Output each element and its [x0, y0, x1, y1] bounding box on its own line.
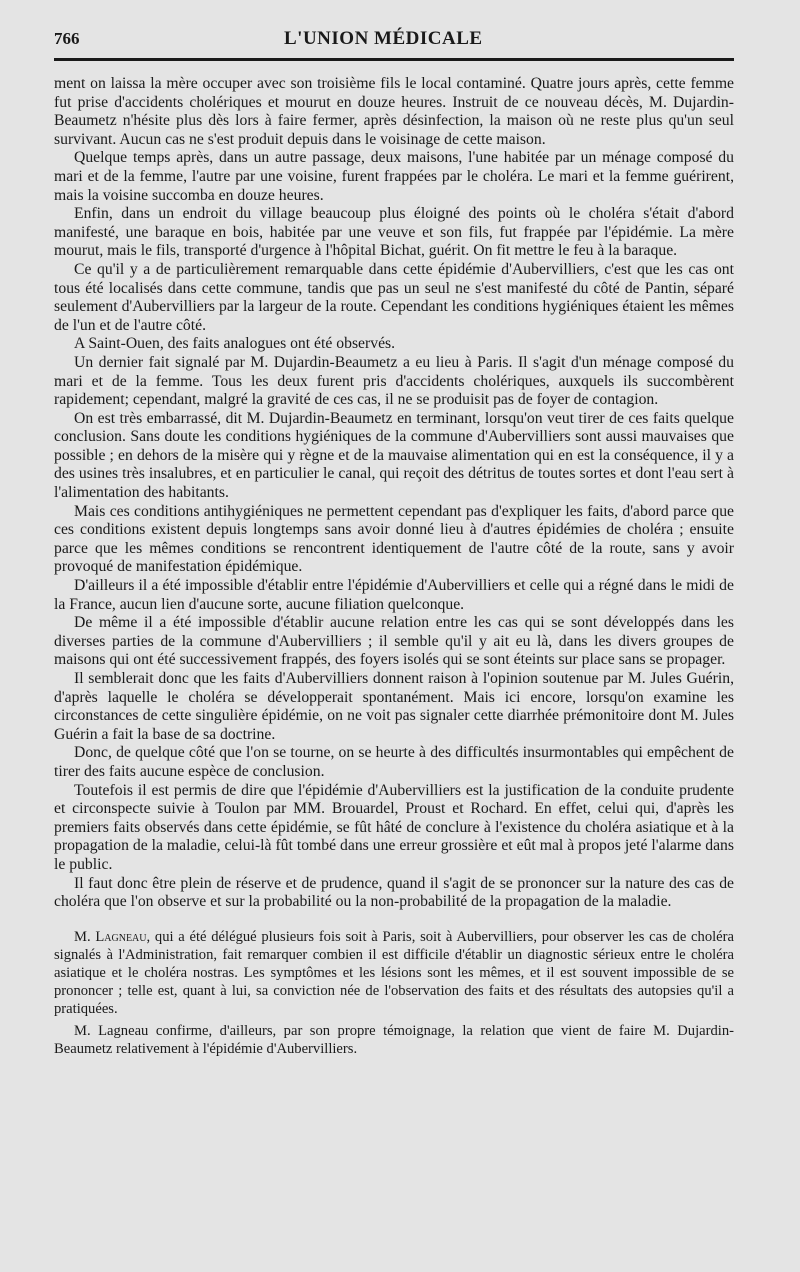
paragraph: Il semblerait donc que les faits d'Aubervilliers donnent raison à l'opinion soutenue par M. Jules Guérin, d'après laquelle le choléra se développerait spontanément. Mais ici encore, lorsqu'on examine les circonstances de cette singulière épidémie, on ne voit pas signaler cette diarrhée prémonitoire dont M. Jules Guérin a fait la base de sa doctrine.	[54, 670, 734, 743]
paragraph: Mais ces conditions antihygiéniques ne permettent cependant pas d'expliquer les faits, d'abord parce que ces conditions existent depuis longtemps sans avoir donné lieu à d'autres épidémies de choléra ; ensuite parce que les mêmes conditions se rencontrent identiquement de l'autre côté de la route, sans y avoir provoqué de manifestation épidémique.	[54, 502, 734, 576]
paragraph: On est très embarrassé, dit M. Dujardin-Beaumetz en terminant, lorsqu'on veut tirer de ces faits quelque conclusion. Sans doute les conditions hygiéniques de la commune d'Aubervilliers sont aussi mauvaises que possible ; en dehors de la misère qui y règne et de la mauvaise alimentation qui en est la conséquence, il y a des usines très insalubres, et en particulier le canal, qui reçoit des détritus de toutes sortes et dont l'eau sert à l'alimentation des habitants.	[54, 409, 734, 502]
paragraph: ment on laissa la mère occuper avec son troisième fils le local contaminé. Quatre jours après, cette femme fut prise d'accidents cholériques et mourut en douze heures. Instruit de ce nouveau décès, M. Dujardin-Beaumetz n'hésite plus dès lors à faire fermer, après désinfection, la maison où ne reste plus qu'un seul survivant. Aucun cas ne s'est produit depuis dans le voisinage de cette maison.	[54, 75, 734, 148]
article-body	[54, 75, 734, 912]
paragraph: De même il a été impossible d'établir aucune relation entre les cas qui se sont développés dans les diverses parties de la commune d'Aubervilliers ; il semble qu'il y ait eu là, dans les divers groupes de maisons qui ont été successivement frappés, des foyers isolés qui se sont éteints sur place sans se propager.	[54, 614, 734, 669]
running-title: L'UNION MÉDICALE	[284, 28, 483, 49]
discussion-text: qui a été délégué plusieurs fois soit à Paris, soit à Aubervilliers, pour observer les cas de choléra signalés à l'Administration, fait remarquer combien il est difficile d'établir un diagnostic sérieux entre le choléra asiatique et le choléra nostras. Les symptômes et les lésions sont les mêmes, et il est souvent impossible de se prononcer ; telle est, quant à lui, sa conviction née de l'observation des faits et des résultats des autopsies qu'il a pratiquées.	[54, 928, 734, 1017]
paragraph: Toutefois il est permis de dire que l'épidémie d'Aubervilliers est la justification de la conduite prudente et circonspecte suivie à Toulon par MM. Brouardel, Proust et Rochard. En effet, celui qui, d'après les premiers faits observés dans cette épidémie, se fût hâté de conclure à l'existence du choléra asiatique et à la propagation de la maladie, celui-là fût tombé dans une erreur grossière et eût mal à propos jeté l'alarme dans le public.	[54, 781, 734, 873]
paragraph: A Saint-Ouen, des faits analogues ont été observés.	[74, 335, 396, 353]
header-rule	[54, 58, 734, 61]
discussion-paragraph: M. Lagneau confirme, d'ailleurs, par son propre témoignage, la relation que vient de faire M. Dujardin-Beaumetz relativement à l'épidémie d'Aubervilliers.	[54, 1022, 734, 1057]
paragraph: Ce qu'il y a de particulièrement remarquable dans cette épidémie d'Aubervilliers, c'est que les cas ont tous été localisés dans cette commune, tandis que pas un seul ne s'est manifesté du côté de Pantin, séparé seulement d'Aubervilliers par la largeur de la route. Cependant les conditions hygiéniques étaient les mêmes de l'un et de l'autre côté.	[54, 260, 734, 334]
paragraph: Il faut donc être plein de réserve et de prudence, quand il s'agit de se prononcer sur la nature des cas de choléra que l'on observe et sur la probabilité ou la non-probabilité de la propagation de la maladie.	[54, 874, 734, 911]
paragraph: Enfin, dans un endroit du village beaucoup plus éloigné des points où le choléra s'était d'abord manifesté, une baraque en bois, habitée par une veuve et son fils, fut frappée par l'épidémie. La mère mourut, mais le fils, transporté d'urgence à l'hôpital Bichat, guérit. On fit mettre le feu à la baraque.	[54, 205, 734, 260]
page-header	[54, 28, 734, 50]
paragraph: Un dernier fait signalé par M. Dujardin-Beaumetz a eu lieu à Paris. Il s'agit d'un ménage composé du mari et de la femme. Tous les deux furent pris d'accidents cholériques, auxquels ils succombèrent rapidement; cependant, malgré la gravité de ces cas, il ne se produisit pas de foyer de contagion.	[54, 353, 734, 409]
paragraph: Quelque temps après, dans un autre passage, deux maisons, l'une habitée par un ménage composé du mari et de la femme, l'autre par une voisine, furent frappées par le choléra. Le mari et la femme guérirent, mais la voisine succomba en douze heures.	[54, 149, 734, 204]
discussion-paragraph	[54, 928, 734, 1018]
paragraph: Donc, de quelque côté que l'on se tourne, on se heurte à des difficultés insurmontables qui empêchent de tirer des faits aucune espèce de conclusion.	[54, 744, 734, 780]
discussion-section	[54, 928, 734, 1058]
paragraph: D'ailleurs il a été impossible d'établir entre l'épidémie d'Aubervilliers et celle qui a régné dans le midi de la France, aucun lien d'aucune sorte, aucune filiation quelconque.	[54, 577, 734, 613]
page-number: 766	[54, 29, 80, 48]
speaker-name: M. Lagneau,	[74, 928, 151, 945]
